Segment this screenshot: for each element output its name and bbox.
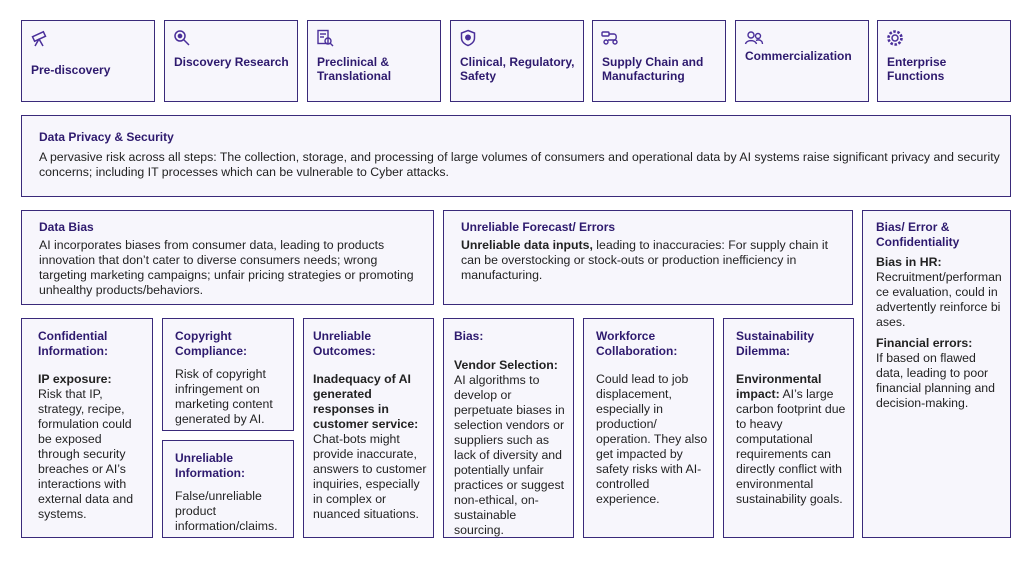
hr-title-text: Bias in HR: (876, 255, 942, 269)
people-icon (744, 29, 762, 47)
copyright-box (162, 318, 294, 431)
workforce-title: Workforce Collaboration: (596, 329, 678, 358)
data-privacy-box (21, 115, 1011, 197)
data-privacy-title: Data Privacy & Security (39, 130, 174, 144)
unreliable-info-title: Unreliable Information: (175, 451, 245, 480)
shield-icon (459, 29, 477, 47)
fin-text: If based on flawed data, leading to poor financial planning and decision-making. (876, 351, 995, 410)
stage-enterprise (877, 20, 1011, 102)
confidential-bold-text: IP exposure: (38, 372, 112, 386)
data-bias-box (21, 210, 434, 305)
unreliable-outcomes-text: Chat-bots might provide inaccurate, answers to customer inquiries, especially in complex or nuanced situations. (313, 432, 427, 521)
unreliable-outcomes-title: Unreliable Outcomes: (313, 329, 376, 358)
stage-commercialization (735, 20, 869, 102)
confidential-box (21, 318, 153, 538)
stage-pre-discovery (21, 20, 155, 102)
workforce-box (583, 318, 714, 538)
telescope-icon (30, 29, 48, 47)
stage-label: Preclinical & Translational (317, 55, 392, 83)
forecast-box (443, 210, 853, 305)
stage-label: Discovery Research (174, 55, 289, 69)
sustainability-box (723, 318, 854, 538)
data-privacy-text: A pervasive risk across all steps: The collection, storage, and processing of large volumes of consumers and operational data by AI systems raise significant privacy and security concerns; including IT processes which can be vulnerable to Cyber attacks. (39, 149, 1000, 179)
forecast-bold: Unreliable data inputs, (461, 237, 593, 252)
bias-error-box (862, 210, 1011, 538)
stage-preclinical (307, 20, 441, 102)
supply-chain-icon (601, 29, 619, 47)
stage-clinical (450, 20, 584, 102)
bias-bold (454, 358, 568, 373)
sustainability-bold: Environmental impact: (736, 372, 822, 401)
data-bias-title: Data Bias (39, 220, 94, 234)
bias-bold-text: Vendor Selection: (454, 357, 558, 372)
document-search-icon (316, 29, 334, 47)
forecast-text (461, 238, 840, 283)
forecast-body: leading to inaccuracies: For supply chain it can be overstocking or stock-outs or production inefficiency in manufacturing. (461, 237, 829, 282)
data-bias-text: AI incorporates biases from consumer data, leading to products innovation that don’t cater to diverse consumers needs; wrong targeting marketing campaigns; unfair pricing strategies or promoting unhealthy products/behaviors. (39, 237, 414, 297)
bias-error-title: Bias/ Error & Confidentiality (876, 220, 960, 249)
unreliable-info-box (162, 440, 294, 538)
stage-label: Commercialization (745, 49, 852, 63)
bias-title: Bias: (454, 329, 484, 343)
hr-title (876, 255, 1002, 270)
stage-label: Enterprise Functions (887, 55, 947, 83)
stage-label: Pre-discovery (31, 63, 111, 77)
confidential-text: Risk that IP, strategy, recipe, formulation could be exposed through security breaches or AI’s interactions with external data and systems. (38, 387, 134, 521)
stage-discovery-research (164, 20, 298, 102)
bias-box (443, 318, 574, 538)
confidential-bold (38, 372, 146, 387)
fin-title (876, 336, 1002, 351)
sustainability-body: AI’s large carbon footprint due to heavy computational requirements can directly conflict with environmental sustainability goals. (736, 387, 846, 506)
stage-label: Supply Chain and Manufacturing (602, 55, 704, 83)
unreliable-outcomes-bold (313, 372, 428, 432)
copyright-title: Copyright Compliance: (175, 329, 248, 358)
sustainability-title: Sustainability Dilemma: (736, 329, 815, 358)
stage-label: Clinical, Regulatory, Safety (460, 55, 575, 83)
gear-icon (886, 29, 904, 47)
hr-text: Recruitment/performance evaluation, could inadvertently reinforce biases. (876, 270, 1002, 329)
workforce-text: Could lead to job displacement, especially in production/ operation. They also get impacted by safety risks with AI-controlled experience. (596, 372, 708, 506)
copyright-text: Risk of copyright infringement on marketing content generated by AI. (175, 367, 273, 426)
fin-title-text: Financial errors: (876, 336, 973, 350)
forecast-title: Unreliable Forecast/ Errors (461, 220, 616, 234)
magnifier-icon (173, 29, 191, 47)
stage-supply-chain (592, 20, 726, 102)
unreliable-outcomes-box (303, 318, 434, 538)
confidential-title: Confidential Information: (38, 329, 108, 358)
bias-text: AI algorithms to develop or perpetuate biases in selection vendors or suppliers such as lack of diversity and potentially unfair practices or suggest non-ethical, on-sustainable sourcing. (454, 372, 565, 537)
unreliable-info-text: False/unreliable product information/claims. (175, 489, 278, 533)
unreliable-outcomes-bold-text: Inadequacy of AI generated responses in customer service: (313, 372, 419, 431)
sustainability-text (736, 372, 848, 507)
